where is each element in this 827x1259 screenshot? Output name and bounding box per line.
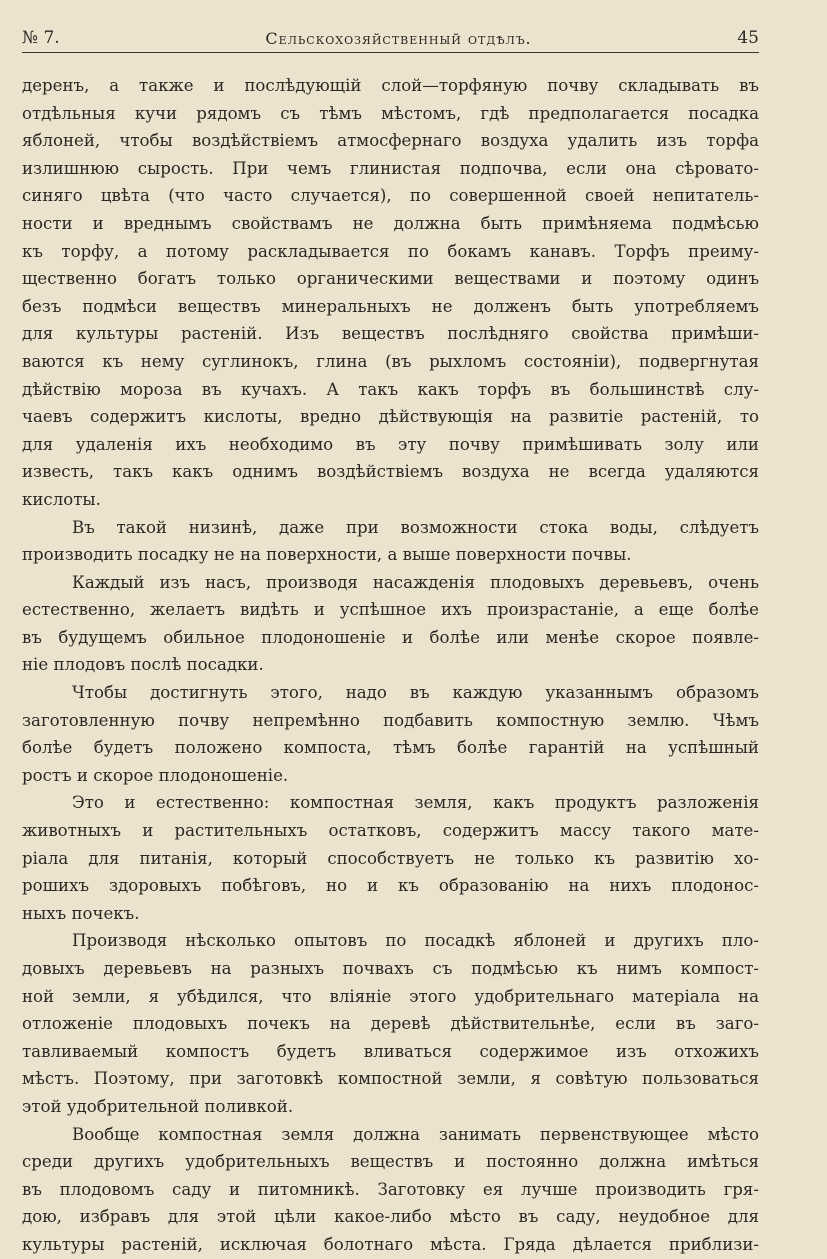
text-line: среди другихъ удобрительныхъ веществъ и постоянно должна имѣться	[22, 1152, 759, 1172]
text-line: рошихъ здоровыхъ побѣговъ, но и къ образованію на нихъ плодонос-	[22, 876, 759, 896]
page-header	[22, 20, 759, 53]
text-line: ныхъ почекъ.	[22, 903, 140, 923]
text-line: довыхъ деревьевъ на разныхъ почвахъ съ подмѣсью къ нимъ компост-	[22, 959, 759, 978]
text-line: чаевъ содержитъ кислоты, вредно дѣйствующія на развитіе растеній, то	[22, 407, 759, 427]
text-line: дѣйствію мороза въ кучахъ. А такъ какъ торфъ въ большинствѣ слу-	[22, 379, 759, 399]
text-line: отложеніе плодовыхъ почекъ на деревѣ дѣйствительнѣе, если въ заго-	[22, 1014, 759, 1034]
text-line: животныхъ и растительныхъ остатковъ, содержитъ массу такого мате-	[22, 821, 759, 841]
text-line: для культуры растеній. Изъ веществъ послѣдняго свойства примѣши-	[22, 324, 759, 344]
text-line: естественно, желаетъ видѣть и успѣшное ихъ произрастаніе, а еще болѣе	[22, 600, 759, 620]
text-line: известь, такъ какъ однимъ воздѣйствіемъ воздуха не всегда удаляются	[22, 462, 759, 482]
text-line: тавливаемый компостъ будетъ вливаться содержимое изъ отхожихъ	[22, 1041, 759, 1061]
text-line: мѣстъ. Поэтому, при заготовкѣ компостной земли, я совѣтую пользоваться	[22, 1069, 759, 1089]
text-line: Это и естественно: компостная земля, какъ продуктъ разложенія	[72, 793, 759, 813]
text-line: Чтобы достигнуть этого, надо въ каждую указаннымъ образомъ	[72, 683, 759, 703]
text-line: Въ такой низинѣ, даже при возможности стока воды, слѣдуетъ	[72, 517, 759, 537]
section-title: Сельскохозяйственный отдѣлъ.	[265, 29, 532, 48]
text-line: въ будущемъ обильное плодоношеніе и болѣе или менѣе скорое появле-	[22, 627, 759, 647]
body-text	[22, 72, 759, 1259]
text-line: къ торфу, а потому раскладывается по бокамъ канавъ. Торфъ преиму-	[22, 241, 759, 261]
text-line: для удаленія ихъ необходимо въ эту почву примѣшивать золу или	[22, 434, 759, 454]
text-line: ной земли, я убѣдился, что вліяніе этого удобрительнаго матеріала на	[22, 986, 759, 1006]
text-line: ріала для питанія, который способствуетъ не только къ развитію хо-	[22, 848, 759, 868]
text-line: щественно богатъ только органическими веществами и поэтому одинъ	[22, 269, 759, 289]
text-line: дою, избравъ для этой цѣли какое-либо мѣсто въ саду, неудобное для	[22, 1207, 759, 1227]
text-line: излишнюю сырость. При чемъ глинистая подпочва, если она сѣровато-	[22, 158, 759, 178]
text-line: ваются къ нему суглинокъ, глина (въ рыхломъ состояніи), подвергнутая	[22, 351, 759, 371]
text-line: яблоней, чтобы воздѣйствіемъ атмосфернаго воздуха удалить изъ торфа	[22, 131, 759, 151]
text-line: культуры растеній, исключая болотнаго мѣста. Гряда дѣлается приблизи-	[22, 1234, 759, 1254]
text-line: заготовленную почву непремѣнно подбавить компостную землю. Чѣмъ	[22, 710, 759, 730]
text-line: синяго цвѣта (что часто случается), по совершенной своей непитатель-	[22, 186, 759, 206]
text-line: Производя нѣсколько опытовъ по посадкѣ яблоней и другихъ пло-	[72, 931, 759, 951]
text-line: безъ подмѣси веществъ минеральныхъ не долженъ быть употребляемъ	[22, 296, 759, 316]
text-line: кислоты.	[22, 489, 101, 509]
page-number: 45	[737, 28, 759, 48]
text-line: ніе плодовъ послѣ посадки.	[22, 655, 264, 675]
text-line: ростъ и скорое плодоношеніе.	[22, 765, 289, 785]
text-line: въ плодовомъ саду и питомникѣ. Заготовку ея лучше производить гря-	[22, 1179, 759, 1199]
text-line: отдѣльныя кучи рядомъ съ тѣмъ мѣстомъ, гдѣ предполагается посадка	[22, 103, 759, 123]
text-line: этой удобрительной поливкой.	[22, 1096, 294, 1116]
issue-number: № 7.	[22, 28, 60, 48]
text-line: производить посадку не на поверхности, а выше поверхности почвы.	[22, 545, 632, 565]
text-line: Каждый изъ насъ, производя насажденія плодовыхъ деревьевъ, очень	[72, 572, 759, 592]
text-line: деренъ, а также и послѣдующій слой—торфяную почву складывать въ	[22, 76, 759, 95]
text-line: ности и вреднымъ свойствамъ не должна быть примѣняема подмѣсью	[22, 213, 759, 233]
text-line: болѣе будетъ положено компоста, тѣмъ болѣе гарантій на успѣшный	[22, 738, 759, 758]
text-line: Вообще компостная земля должна занимать первенствующее мѣсто	[72, 1124, 759, 1144]
